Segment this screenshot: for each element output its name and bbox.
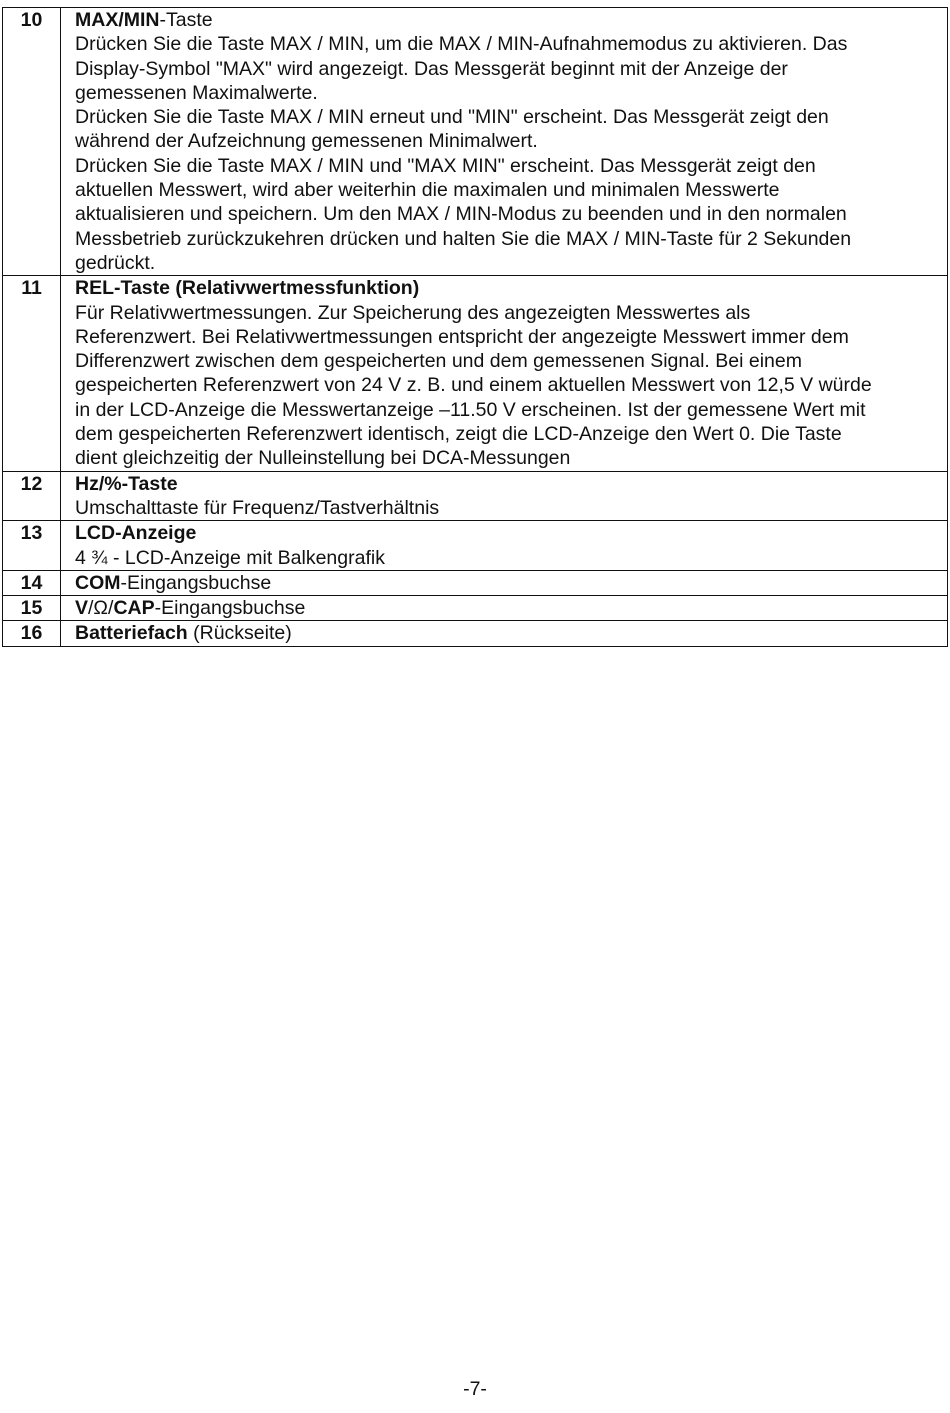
table-row-14 <box>3 570 948 595</box>
item-number: 15 <box>3 596 61 621</box>
description-line: 4 ¾ - LCD-Anzeige mit Balkengrafik <box>75 546 385 569</box>
description-line: Umschalttaste für Frequenz/Tastverhältnis <box>75 496 440 519</box>
item-number: 11 <box>3 276 61 471</box>
title-separator: / <box>118 9 124 31</box>
table-row-12 <box>3 471 948 521</box>
description-line: aktuellen Messwert, wird aber weiterhin die maximalen und minimalen Messwerte <box>75 179 780 202</box>
title-plain-part: -Eingangsbuchse <box>120 571 272 594</box>
item-description <box>61 471 948 521</box>
description-line: Drücken Sie die Taste MAX / MIN erneut und "MIN" erscheint. Das Messgerät zeigt den <box>75 106 829 129</box>
table-row-16 <box>3 621 948 646</box>
item-title <box>75 621 945 645</box>
description-line: gespeicherten Referenzwert von 24 V z. B. und einem aktuellen Messwert von 12,5 V würde <box>75 374 872 397</box>
description-line: Display-Symbol "MAX" wird angezeigt. Das Messgerät beginnt mit der Anzeige der <box>75 57 788 80</box>
item-description <box>61 8 948 276</box>
description-line: gemessenen Maximalwerte. <box>75 81 318 104</box>
table-row-11 <box>3 276 948 471</box>
title-bold-part: Batteriefach <box>75 622 188 645</box>
description-line: Für Relativwertmessungen. Zur Speicherung des angezeigten Messwertes als <box>75 301 751 324</box>
description-line: dem gespeicherten Referenzwert identisch, zeigt die LCD-Anzeige den Wert 0. Die Taste <box>75 423 842 446</box>
item-title: LCD-Anzeige <box>75 522 197 545</box>
title-separator: /Ω/ <box>88 597 114 620</box>
item-description <box>61 570 948 595</box>
table-row-13 <box>3 521 948 571</box>
item-description <box>61 276 948 471</box>
description-line: aktualisieren und speichern. Um den MAX / MIN-Modus zu beenden und in den normalen <box>75 203 847 226</box>
title-bold-part: MAX <box>75 9 119 31</box>
item-description <box>61 621 948 646</box>
item-number: 13 <box>3 521 61 571</box>
description-line: während der Aufzeichnung gemessenen Minimalwert. <box>75 130 538 153</box>
description-line: in der LCD-Anzeige die Messwertanzeige –11.50 V erscheinen. Ist der gemessene Wert mit <box>75 398 866 421</box>
function-description-table <box>2 7 948 647</box>
item-title <box>75 8 945 32</box>
item-title: REL-Taste (Relativwertmessfunktion) <box>75 277 420 300</box>
description-line: Drücken Sie die Taste MAX / MIN und "MAX MIN" erscheint. Das Messgerät zeigt den <box>75 154 816 177</box>
title-plain-part: -Taste <box>159 9 213 31</box>
title-bold-part: COM <box>75 571 121 594</box>
title-plain-part: (Rückseite) <box>187 622 292 645</box>
title-bold-part: V <box>75 597 89 620</box>
description-line: gedrückt. <box>75 251 156 274</box>
item-description <box>61 596 948 621</box>
description-line: Messbetrieb zurückzukehren drücken und halten Sie die MAX / MIN-Taste für 2 Sekunden <box>75 227 852 250</box>
item-number: 10 <box>3 8 61 276</box>
description-line: Referenzwert. Bei Relativwertmessungen entspricht der angezeigte Messwert immer dem <box>75 325 849 348</box>
description-line: dient gleichzeitig der Nulleinstellung bei DCA-Messungen <box>75 447 571 470</box>
item-title <box>75 571 945 595</box>
description-line: Differenzwert zwischen dem gespeicherten und dem gemessenen Signal. Bei einem <box>75 350 802 373</box>
table-row-10 <box>3 8 948 276</box>
item-title: Hz/%-Taste <box>75 472 178 495</box>
table-row-15 <box>3 596 948 621</box>
title-bold-part: MIN <box>123 9 160 31</box>
item-number: 12 <box>3 471 61 521</box>
item-number: 14 <box>3 570 61 595</box>
item-title <box>75 596 945 620</box>
item-description <box>61 521 948 571</box>
description-line: Drücken Sie die Taste MAX / MIN, um die MAX / MIN-Aufnahmemodus zu aktivieren. Das <box>75 33 848 56</box>
title-plain-part: -Eingangsbuchse <box>154 597 306 620</box>
item-number: 16 <box>3 621 61 646</box>
title-bold-part: CAP <box>113 597 155 620</box>
page-number: -7- <box>463 1378 487 1400</box>
